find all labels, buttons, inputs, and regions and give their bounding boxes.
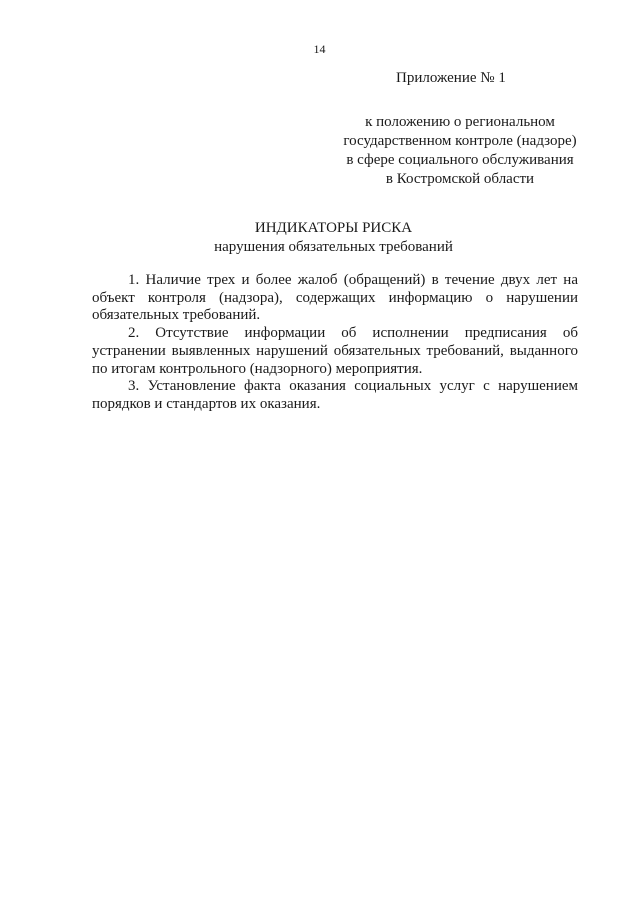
document-body: [92, 272, 578, 414]
risk-indicator-1: 1. Наличие трех и более жалоб (обращений) в течение двух лет на объект контроля (надзора), содержащих информацию о нарушении обязательных требований.: [92, 272, 578, 324]
appendix-reference: [320, 113, 600, 189]
document-subtitle: нарушения обязательных требований: [214, 239, 453, 255]
appendix-line: в сфере социального обслуживания: [346, 152, 574, 168]
appendix-line: к положению о региональном: [365, 114, 555, 130]
risk-indicator-2: 2. Отсутствие информации об исполнении предписания об устранении выявленных нарушений обязательных требований, выданного по итогам контрольного (надзорного) мероприятия.: [92, 325, 578, 377]
appendix-title: Приложение № 1: [396, 70, 506, 86]
appendix-line: государственном контроле (надзоре): [343, 133, 577, 149]
document-title: ИНДИКАТОРЫ РИСКА: [254, 220, 413, 236]
risk-indicator-3: 3. Установление факта оказания социальных услуг с нарушением порядков и стандартов их оказания.: [92, 378, 578, 412]
appendix-line: в Костромской области: [385, 171, 535, 187]
page-number: 14: [313, 42, 326, 56]
